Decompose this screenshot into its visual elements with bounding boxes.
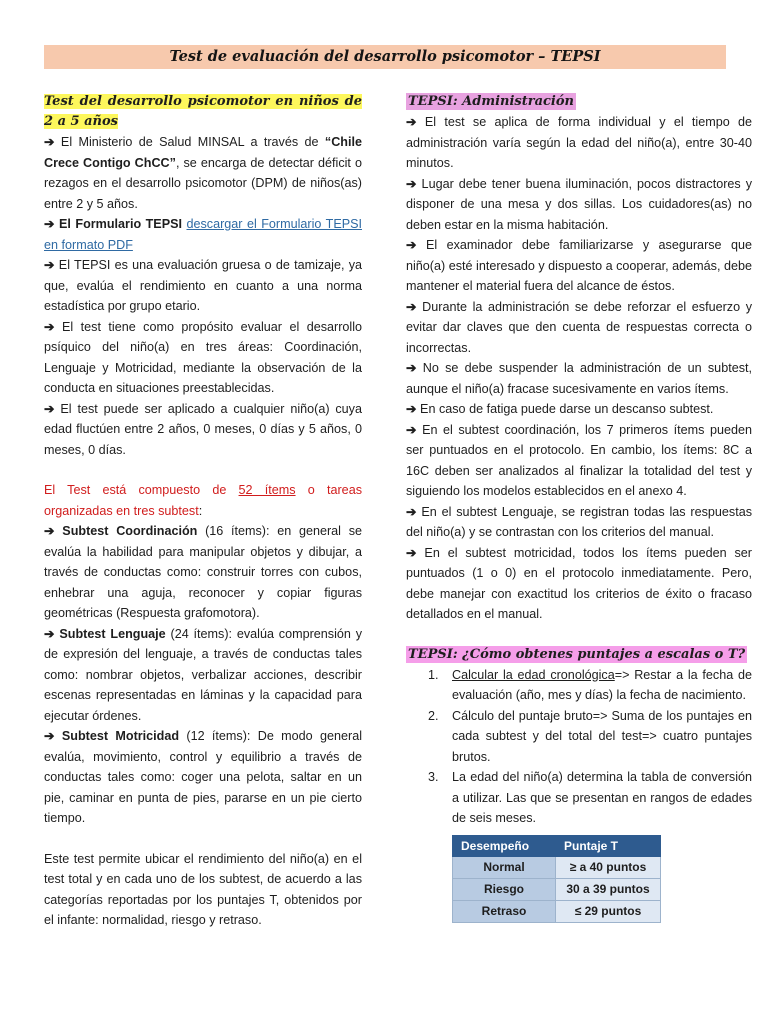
step-number: 2. xyxy=(428,708,439,723)
subtest-coordinacion-label: Subtest Coordinación xyxy=(54,524,198,538)
spacer xyxy=(44,829,362,849)
step-text: La edad del niño(a) determina la tabla de conversión a utilizar. Las que se presentan en rangos de edades de seis meses. xyxy=(452,770,752,825)
arrow-icon: ➔ xyxy=(406,299,417,314)
admin-item-text: El test se aplica de forma individual y el tiempo de administración varía según la edad del niño(a), entre 30-40 minutos. xyxy=(406,115,752,170)
right-column xyxy=(406,92,752,923)
table-header: Desempeño xyxy=(453,835,556,857)
formulario-label: El Formulario TEPSI xyxy=(54,217,183,231)
subtest-coordinacion-text: (16 ítems): en general se evalúa la habilidad para manipular objetos y dibujar, a través de conductas como: construir torres con cubos, enhebrar una aguja, reconocer y copiar figuras geométricas (Respuesta grafomotora). xyxy=(44,524,362,620)
arrow-icon: ➔ xyxy=(406,422,417,437)
table-cell: Riesgo xyxy=(453,879,556,901)
arrow-icon: ➔ xyxy=(406,361,417,375)
administracion-heading-text: TEPSI: Administración xyxy=(408,94,574,109)
arrow-icon: ➔ xyxy=(406,176,417,191)
admin-item-text: No se debe suspender la administración de un subtest, aunque el niño(a) fracase sucesivamente en varios ítems. xyxy=(406,361,752,396)
admin-item-text: Lugar debe tener buena iluminación, pocos distractores y disponer de una mesa y dos sillas. Los cuidadores(as) no deben estar en la misma habitación. xyxy=(406,176,752,232)
admin-item-text: En el subtest coordinación, los 7 primeros ítems pueden ser puntuados en el protocolo. En cambio, los ítems: 8C a 16C deben ser analizados al finalizar la totalidad del test y siguiendo los modelos establecidos en el anexo 4. xyxy=(406,422,752,498)
step-text: => Restar a la fecha de evaluación (año, mes y días) la fecha de nacimiento. xyxy=(452,667,753,702)
puntaje-t-table xyxy=(452,835,661,924)
step-number: 1. xyxy=(428,667,439,682)
composicion-text-end: o tareas organizadas en tres subtest xyxy=(44,483,362,518)
admin-item-text: En el subtest motricidad, todos los ítems pueden ser puntuados (1 o 0) en el protocolo inmediatamente. Pero, debe manejar con exactitud los criterios de éxito o fracaso detallados en el manual. xyxy=(406,545,752,621)
paragraph-edad xyxy=(44,399,362,461)
admin-item xyxy=(406,297,752,359)
table-header: Puntaje T xyxy=(556,835,661,857)
download-pdf-link[interactable]: descargar el Formulario TEPSI en formato PDF xyxy=(44,217,363,252)
paragraph-composicion xyxy=(44,480,362,521)
left-heading-text: Test del desarrollo psicomotor en niños de 2 a 5 años xyxy=(44,94,362,129)
steps-list xyxy=(406,665,752,829)
step-item xyxy=(406,767,752,829)
spacer xyxy=(44,460,362,480)
table-cell: Normal xyxy=(453,857,556,879)
left-column xyxy=(44,92,362,931)
table-cell: ≥ a 40 puntos xyxy=(556,857,661,879)
edad-text: El test puede ser aplicado a cualquier niño(a) cuya edad fluctúen entre 2 años, 0 meses, 0 días y 5 años, 0 meses, 0 días. xyxy=(44,401,362,457)
admin-item xyxy=(406,399,752,420)
admin-item xyxy=(406,420,752,502)
table-row xyxy=(453,901,661,923)
proposito-text: El test tiene como propósito evaluar el desarrollo psíquico del niño(a) en tres áreas: Coordinación, Lenguaje y Motricidad, mediante la observación de la conducta en situaciones preestablecidas. xyxy=(44,319,362,395)
arrow-icon: ➔ xyxy=(44,217,55,231)
paragraph-minsal xyxy=(44,132,362,214)
subtest-motricidad-label: Subtest Motricidad xyxy=(54,729,180,743)
table-cell: ≤ 29 puntos xyxy=(556,901,661,923)
puntajes-heading xyxy=(406,645,752,665)
table-row xyxy=(453,857,661,879)
subtest-lenguaje-text: (24 ítems): evalúa comprensión y de expresión del lenguaje, a través de conductas tales como: nombrar objetos, verbalizar acciones, describir escenas representadas en láminas y la capacidad para ejecutar órdenes. xyxy=(44,626,363,723)
arrow-icon: ➔ xyxy=(406,238,417,252)
step-text: Cálculo del puntaje bruto=> Suma de los puntajes en cada subtest y del total del test=> cuatro puntajes brutos. xyxy=(452,708,752,764)
spacer xyxy=(406,625,752,645)
admin-item-text: Durante la administración se debe reforzar el esfuerzo y evitar dar claves que den cuenta de respuestas correcta o incorrectas. xyxy=(406,299,752,355)
arrow-icon: ➔ xyxy=(406,115,417,129)
admin-item xyxy=(406,358,752,399)
arrow-icon: ➔ xyxy=(44,135,55,149)
step-number: 3. xyxy=(428,770,439,784)
puntajes-heading-text: TEPSI: ¿Cómo obtenes puntajes a escalas o T? xyxy=(408,646,746,662)
step-item xyxy=(406,706,752,768)
table-cell: Retraso xyxy=(453,901,556,923)
tamizaje-text: El TEPSI es una evaluación gruesa o de tamizaje, ya que, evalúa el rendimiento en cuanto a una norma estadística por grupo etario. xyxy=(44,258,362,313)
admin-item xyxy=(406,235,752,297)
admin-item xyxy=(406,174,752,236)
table-cell: 30 a 39 puntos xyxy=(556,879,661,901)
arrow-icon: ➔ xyxy=(406,504,417,519)
step-item xyxy=(406,665,752,706)
admin-item-text: En caso de fatiga puede darse un descanso subtest. xyxy=(416,402,714,416)
arrow-icon: ➔ xyxy=(44,729,55,743)
colon: : xyxy=(198,503,203,518)
admin-item-text: En el subtest Lenguaje, se registran todas las respuestas del niño(a) y se contrastan con los criterios del manual. xyxy=(406,504,752,539)
arrow-icon: ➔ xyxy=(406,545,417,560)
items-count: 52 ítems xyxy=(238,483,296,497)
composicion-text: El Test está compuesto de xyxy=(44,483,239,497)
chcc-bold: “Chile Crece Contigo ChCC” xyxy=(44,135,362,170)
arrow-icon: ➔ xyxy=(406,402,417,416)
admin-item-text: El examinador debe familiarizarse y asegurarse que niño(a) esté interesado y dispuesto a cooperar, además, debe mantener el material fuera del alcance de éstos. xyxy=(406,238,752,293)
table-row xyxy=(453,879,661,901)
paragraph-closing: Este test permite ubicar el rendimiento del niño(a) en el test total y en cada uno de los subtest, de acuerdo a las categorías reportadas por los puntajes T, obtenidos por el infante: normalidad, riesgo y retraso. xyxy=(44,851,362,927)
minsal-text: El Ministerio de Salud MINSAL a través de xyxy=(54,135,325,149)
subtest-lenguaje-label: Subtest Lenguaje xyxy=(54,626,166,641)
paragraph-subtest-lenguaje xyxy=(44,624,362,727)
table-header-row xyxy=(453,835,661,857)
arrow-icon: ➔ xyxy=(44,319,55,334)
arrow-icon: ➔ xyxy=(44,626,55,641)
paragraph-subtest-coordinacion xyxy=(44,521,362,624)
admin-item xyxy=(406,502,752,543)
administracion-heading xyxy=(406,92,752,112)
paragraph-formulario xyxy=(44,214,362,255)
arrow-icon: ➔ xyxy=(44,258,55,272)
arrow-icon: ➔ xyxy=(44,524,55,538)
left-heading xyxy=(44,92,362,132)
step-underlined: Calcular la edad cronológica xyxy=(452,667,615,682)
paragraph-tamizaje xyxy=(44,255,362,317)
minsal-text-end: , se encarga de detectar déficit o rezagos en el desarrollo psicomotor (DPM) de niños(as) entre 2 y 5 años. xyxy=(44,155,362,211)
paragraph-proposito xyxy=(44,317,362,399)
document-title: Test de evaluación del desarrollo psicomotor – TEPSI xyxy=(44,45,726,69)
subtest-motricidad-text: (12 ítems): De modo general evalúa, movimiento, control y equilibrio a través de conductas tales como: coger una pelota, saltar en un pie, caminar en punta de pies, pararse en un pie cierto tiempo. xyxy=(44,729,363,825)
admin-item xyxy=(406,112,752,174)
paragraph-subtest-motricidad xyxy=(44,726,362,829)
admin-item xyxy=(406,543,752,625)
arrow-icon: ➔ xyxy=(44,401,55,416)
